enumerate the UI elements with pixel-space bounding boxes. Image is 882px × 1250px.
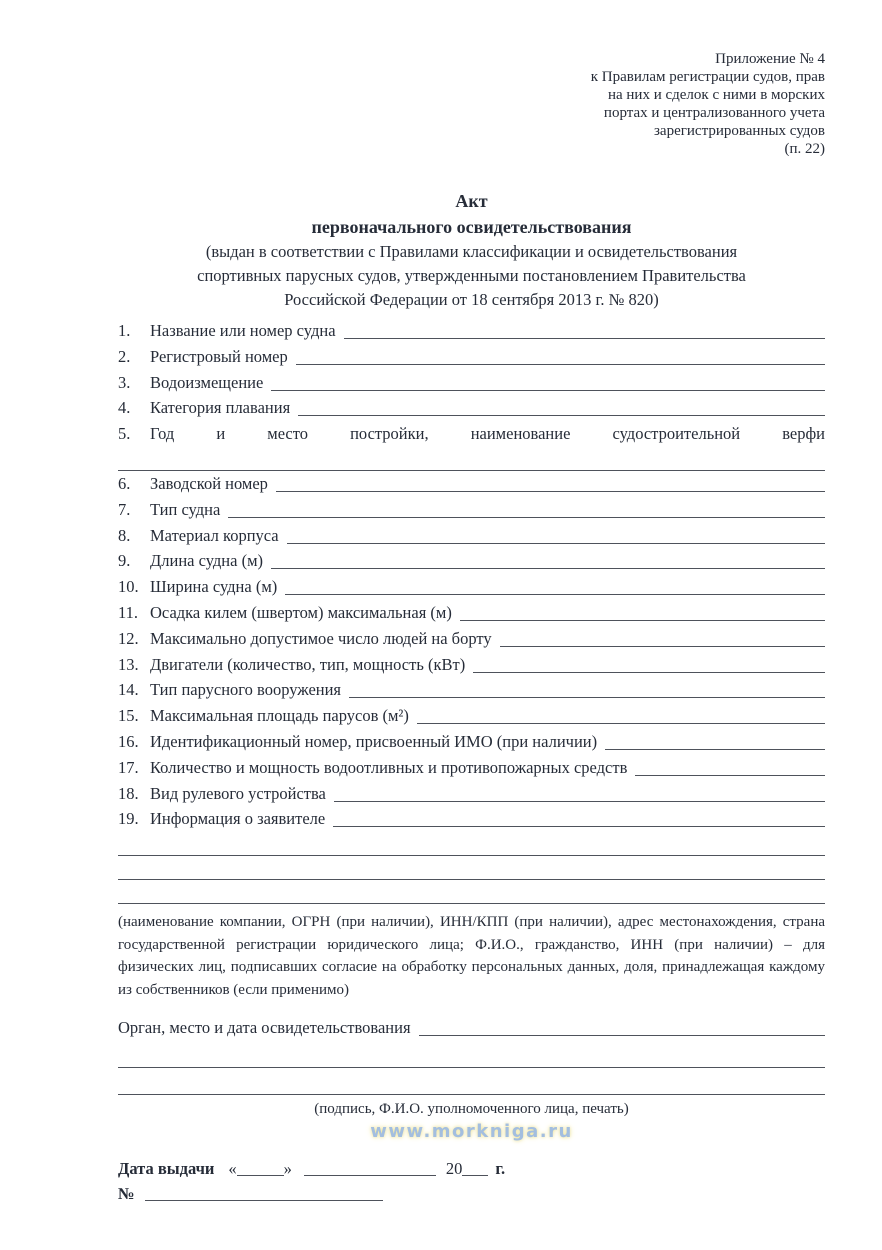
form-field-row bbox=[118, 729, 825, 755]
appendix-line: Приложение № 4 bbox=[715, 51, 825, 67]
form-field-row bbox=[118, 574, 825, 600]
year-blank-line bbox=[462, 1156, 488, 1176]
field-blank-line bbox=[276, 471, 825, 492]
form-field-row bbox=[118, 497, 825, 523]
field-blank-line bbox=[334, 781, 825, 802]
field-blank-line bbox=[298, 395, 825, 416]
signature-line bbox=[118, 1068, 825, 1095]
field-label: Тип парусного вооружения bbox=[150, 680, 342, 700]
day-blank-line bbox=[237, 1156, 284, 1176]
field-label: Количество и мощность водоотливных и противопожарных средств bbox=[150, 757, 628, 777]
field-number: 5. bbox=[118, 424, 131, 444]
field-blank-line bbox=[296, 344, 825, 365]
field-label: Год и место постройки, наименование судостроительной верфи bbox=[150, 424, 825, 444]
field-label: Ширина судна (м) bbox=[150, 577, 278, 597]
form-field-row bbox=[118, 703, 825, 729]
appendix-line: (п. 22) bbox=[784, 141, 825, 157]
field-label: Название или номер судна bbox=[150, 321, 336, 340]
form-field-row bbox=[118, 471, 825, 497]
form-field-row bbox=[118, 370, 825, 396]
field-blank-line bbox=[271, 548, 825, 569]
field-label: Длина судна (м) bbox=[150, 551, 264, 571]
form-field-row bbox=[118, 395, 825, 421]
field-blank-line bbox=[228, 497, 825, 518]
form-field-row bbox=[118, 421, 825, 447]
field-blank-line bbox=[118, 447, 825, 471]
field-label: Идентификационный номер, присвоенный ИМО (при наличии) bbox=[150, 731, 598, 751]
title-legal-basis-line: Российской Федерации от 18 сентября 2013 г. № 820) bbox=[284, 290, 659, 309]
survey-organ-row bbox=[118, 1015, 825, 1041]
field-blank-line bbox=[473, 652, 825, 673]
field-blank-line bbox=[605, 729, 825, 750]
applicant-blank-line bbox=[118, 832, 825, 856]
issue-date-row bbox=[118, 1156, 825, 1181]
appendix-line: на них и сделок с ними в морских bbox=[607, 87, 825, 103]
field-blank-line bbox=[344, 318, 825, 339]
field-blank-line bbox=[285, 574, 825, 595]
survey-blank-line bbox=[118, 1041, 825, 1068]
field-blank-line bbox=[287, 523, 825, 544]
applicant-note: (наименование компании, ОГРН (при наличии), ИНН/КПП (при наличии), адрес местонахождения, страна государственной регистрации юридического лица; Ф.И.О., гражданство, ИНН (при наличии) – для физических лиц, подписавших согласие на обработку персональных данных, доля, принадлежащая каждому из собственников (если применимо) bbox=[118, 914, 825, 998]
form-field-row bbox=[118, 652, 825, 678]
year-prefix: 20 bbox=[445, 1158, 463, 1178]
appendix-line: к Правилам регистрации судов, прав bbox=[590, 69, 825, 85]
field-label: Категория плавания bbox=[150, 398, 291, 418]
field-label: Материал корпуса bbox=[150, 525, 279, 545]
appendix-reference-block bbox=[118, 50, 825, 158]
close-quote: » bbox=[283, 1158, 292, 1178]
field-label: Двигатели (количество, тип, мощность (кВт) bbox=[150, 654, 466, 674]
number-blank-line bbox=[145, 1181, 383, 1201]
field-label: Информация о заявителе bbox=[150, 809, 326, 829]
field-label: Заводской номер bbox=[150, 473, 268, 493]
field-label: Водоизмещение bbox=[150, 372, 264, 392]
field-number: 9. bbox=[118, 551, 131, 571]
form-fields bbox=[118, 318, 825, 832]
field-blank-line bbox=[635, 755, 825, 776]
field-blank-line bbox=[419, 1015, 825, 1036]
field-label: Максимально допустимое число людей на борту bbox=[150, 628, 492, 648]
field-label: Осадка килем (швертом) максимальная (м) bbox=[150, 602, 452, 622]
field-number: 3. bbox=[118, 372, 131, 392]
applicant-blank-line bbox=[118, 856, 825, 880]
field-number: 18. bbox=[118, 783, 139, 803]
form-field-row bbox=[118, 344, 825, 370]
month-blank-line bbox=[304, 1156, 436, 1176]
field-number: 1. bbox=[118, 321, 131, 340]
form-field-row bbox=[118, 548, 825, 574]
title-legal-basis-line: спортивных парусных судов, утвержденными постановлением Правительства bbox=[197, 266, 746, 285]
appendix-line: портах и централизованного учета bbox=[603, 105, 825, 121]
year-suffix: г. bbox=[495, 1158, 506, 1178]
field-number: 14. bbox=[118, 680, 139, 700]
form-field-row bbox=[118, 626, 825, 652]
site-watermark: www.morkniga.ru bbox=[370, 1120, 573, 1142]
form-field-row bbox=[118, 806, 825, 832]
document-number-row bbox=[118, 1181, 825, 1206]
field-number: 16. bbox=[118, 731, 139, 751]
form-field-row bbox=[118, 523, 825, 549]
field-number: 4. bbox=[118, 398, 131, 418]
field-number: 6. bbox=[118, 473, 131, 493]
field-label: Регистровый номер bbox=[150, 346, 288, 366]
field-blank-line bbox=[460, 600, 825, 621]
field-blank-line bbox=[271, 370, 825, 391]
field-number: 2. bbox=[118, 346, 131, 366]
form-field-row bbox=[118, 677, 825, 703]
form-field-row bbox=[118, 755, 825, 781]
field-number: 11. bbox=[118, 602, 139, 622]
form-field-row bbox=[118, 600, 825, 626]
field-number: 15. bbox=[118, 706, 139, 726]
field-number: 13. bbox=[118, 654, 139, 674]
field-label: Тип судна bbox=[150, 499, 221, 519]
field-label: Максимальная площадь парусов (м²) bbox=[150, 706, 409, 726]
field-blank-line bbox=[333, 806, 825, 827]
form-field-row bbox=[118, 318, 825, 344]
field-number: 7. bbox=[118, 499, 131, 519]
field-number: 8. bbox=[118, 525, 131, 545]
field-number: 19. bbox=[118, 809, 139, 829]
form-field-row bbox=[118, 781, 825, 807]
field-number: 17. bbox=[118, 757, 139, 777]
document-subtitle: первоначального освидетельствования bbox=[311, 217, 632, 237]
field-blank-line bbox=[500, 626, 825, 647]
open-quote: « bbox=[228, 1158, 237, 1178]
field-number: 12. bbox=[118, 628, 139, 648]
field-number: 10. bbox=[118, 577, 139, 597]
signature-caption: (подпись, Ф.И.О. уполномоченного лица, печать) bbox=[314, 1100, 629, 1117]
field-blank-line bbox=[417, 703, 825, 724]
field-blank-line bbox=[349, 677, 825, 698]
survey-organ-label: Орган, место и дата освидетельствования bbox=[118, 1018, 411, 1038]
applicant-blank-line bbox=[118, 880, 825, 904]
appendix-line: зарегистрированных судов bbox=[654, 123, 825, 139]
field-label: Вид рулевого устройства bbox=[150, 783, 326, 803]
number-label: № bbox=[118, 1183, 135, 1203]
document-title: Акт bbox=[455, 191, 488, 211]
issue-date-label: Дата выдачи bbox=[118, 1158, 215, 1178]
title-legal-basis-line: (выдан в соответствии с Правилами классификации и освидетельствования bbox=[205, 242, 738, 261]
